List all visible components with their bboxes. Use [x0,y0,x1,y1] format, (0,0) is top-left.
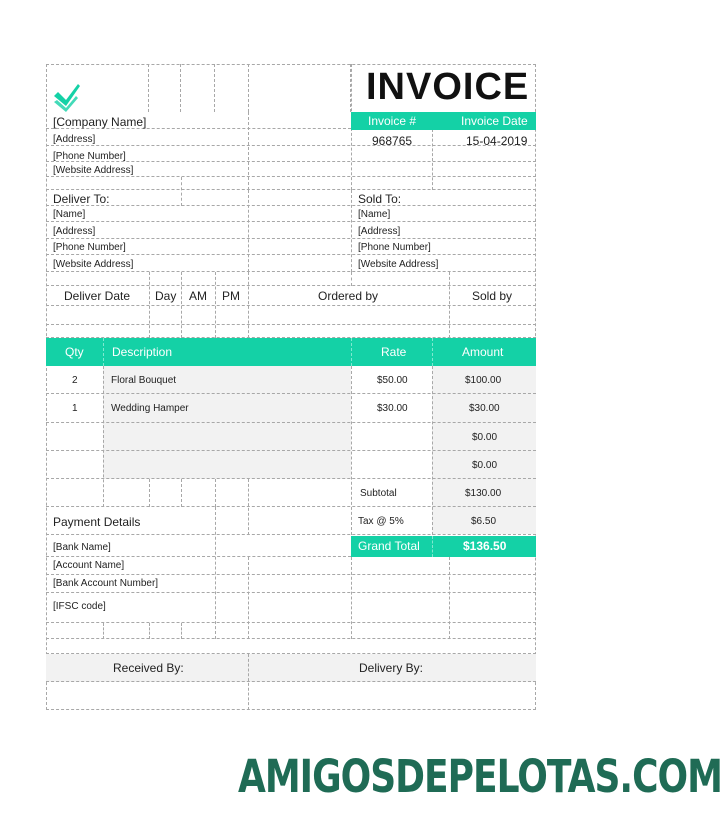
sold-to-heading: Sold To: [358,192,402,206]
row-line [46,593,536,623]
ordered-by-header: Ordered by [318,289,379,303]
col-line [449,557,450,639]
deliver-to-phone: [Phone Number] [53,242,126,253]
deliver-to-name: [Name] [53,209,86,220]
col-line [149,623,150,639]
col-line [103,338,104,366]
item-amount: $100.00 [465,375,502,386]
row-line [46,177,536,190]
invoice-date-label: Invoice Date [461,114,528,128]
col-line [149,272,150,338]
grand-total-row [351,536,536,557]
item-amount: $0.00 [472,460,498,471]
sold-to-name: [Name] [358,209,391,220]
amount-header: Amount [462,345,504,359]
table-row [46,451,536,479]
delivery-by-label: Delivery By: [359,661,424,675]
deliver-to-heading: Deliver To: [53,192,110,206]
row-line [46,222,536,239]
rate-header: Rate [381,345,407,359]
grand-total-value: $136.50 [463,539,507,553]
col-line [215,479,216,507]
col-line [103,366,104,507]
table-row [46,423,536,451]
col-line [215,507,216,639]
invoice-date[interactable]: 15-04-2019 [466,134,528,148]
grand-total-label: Grand Total [358,539,420,553]
item-qty: 2 [72,375,78,386]
subtotal-row [46,479,536,507]
company-address: [Address] [53,134,96,145]
row-line [46,129,536,146]
item-amount: $0.00 [472,432,498,443]
company-logo [54,82,80,112]
invoice-number[interactable]: 968765 [372,134,413,148]
col-line [248,654,249,710]
grid-cell [249,64,351,112]
company-name: [Company Name] [53,115,147,129]
grid-cell [149,64,181,112]
col-line [432,366,433,535]
tax-value: $6.50 [471,516,497,527]
subtotal-label: Subtotal [360,488,397,499]
pm-header: PM [222,289,240,303]
col-line [351,557,352,639]
col-line [248,479,249,535]
delivery-value-row [46,306,536,325]
col-line [248,557,249,639]
received-by-signature-field[interactable] [50,684,246,708]
item-rate: $30.00 [377,403,408,414]
tax-label: Tax @ 5% [358,516,404,527]
col-line [248,272,249,338]
col-line [181,177,182,206]
delivery-by-signature-field[interactable] [252,684,534,708]
deliver-to-website: [Website Address] [53,259,134,270]
invoice-sheet [46,64,536,710]
account-name: [Account Name] [53,560,125,571]
sold-by-header: Sold by [472,289,513,303]
col-line [248,190,249,272]
col-line [149,479,150,507]
col-line [248,112,249,190]
row-line [46,206,536,222]
item-qty: 1 [72,403,78,414]
deliver-to-address: [Address] [53,226,96,237]
company-phone: [Phone Number] [53,151,126,162]
item-description: Wedding Hamper [111,403,189,414]
item-rate: $50.00 [377,375,408,386]
col-line [432,338,433,366]
col-line [181,623,182,639]
bank-account-number: [Bank Account Number] [53,578,159,589]
description-header: Description [112,345,173,359]
col-line [351,366,352,535]
received-by-label: Received By: [113,661,184,675]
col-line [181,479,182,507]
payment-details-heading: Payment Details [53,515,141,529]
watermark-text: AMIGOSDEPELOTAS.COM [238,752,722,804]
row-line [46,623,536,639]
col-line [351,272,352,286]
deliver-date-header: Deliver Date [64,289,131,303]
col-line [432,129,433,190]
qty-header: Qty [65,345,84,359]
invoice-number-label: Invoice # [368,114,417,128]
grid-cell [181,64,215,112]
col-line [215,272,216,338]
am-header: AM [189,289,207,303]
item-description: Floral Bouquet [111,375,177,386]
col-line [181,272,182,338]
invoice-title: INVOICE [366,66,530,108]
row-line [46,272,536,286]
invoice-number-label-cell [351,112,433,130]
row-line [46,325,536,338]
col-line [103,623,104,639]
col-line [351,190,352,272]
invoice-date-label-cell [433,112,536,130]
col-line [432,536,433,557]
item-amount: $30.00 [469,403,500,414]
company-website: [Website Address] [53,165,134,176]
sold-to-website: [Website Address] [358,259,439,270]
sold-to-phone: [Phone Number] [358,242,431,253]
items-header-row [46,338,536,366]
bank-name: [Bank Name] [53,542,111,553]
col-line [449,272,450,338]
col-line [351,338,352,366]
grid-cell [215,64,249,112]
row-line [46,190,536,206]
ifsc-code: [IFSC code] [53,601,106,612]
day-header: Day [155,289,177,303]
row-line [46,639,536,654]
sold-to-address: [Address] [358,226,401,237]
subtotal-value: $130.00 [465,488,502,499]
